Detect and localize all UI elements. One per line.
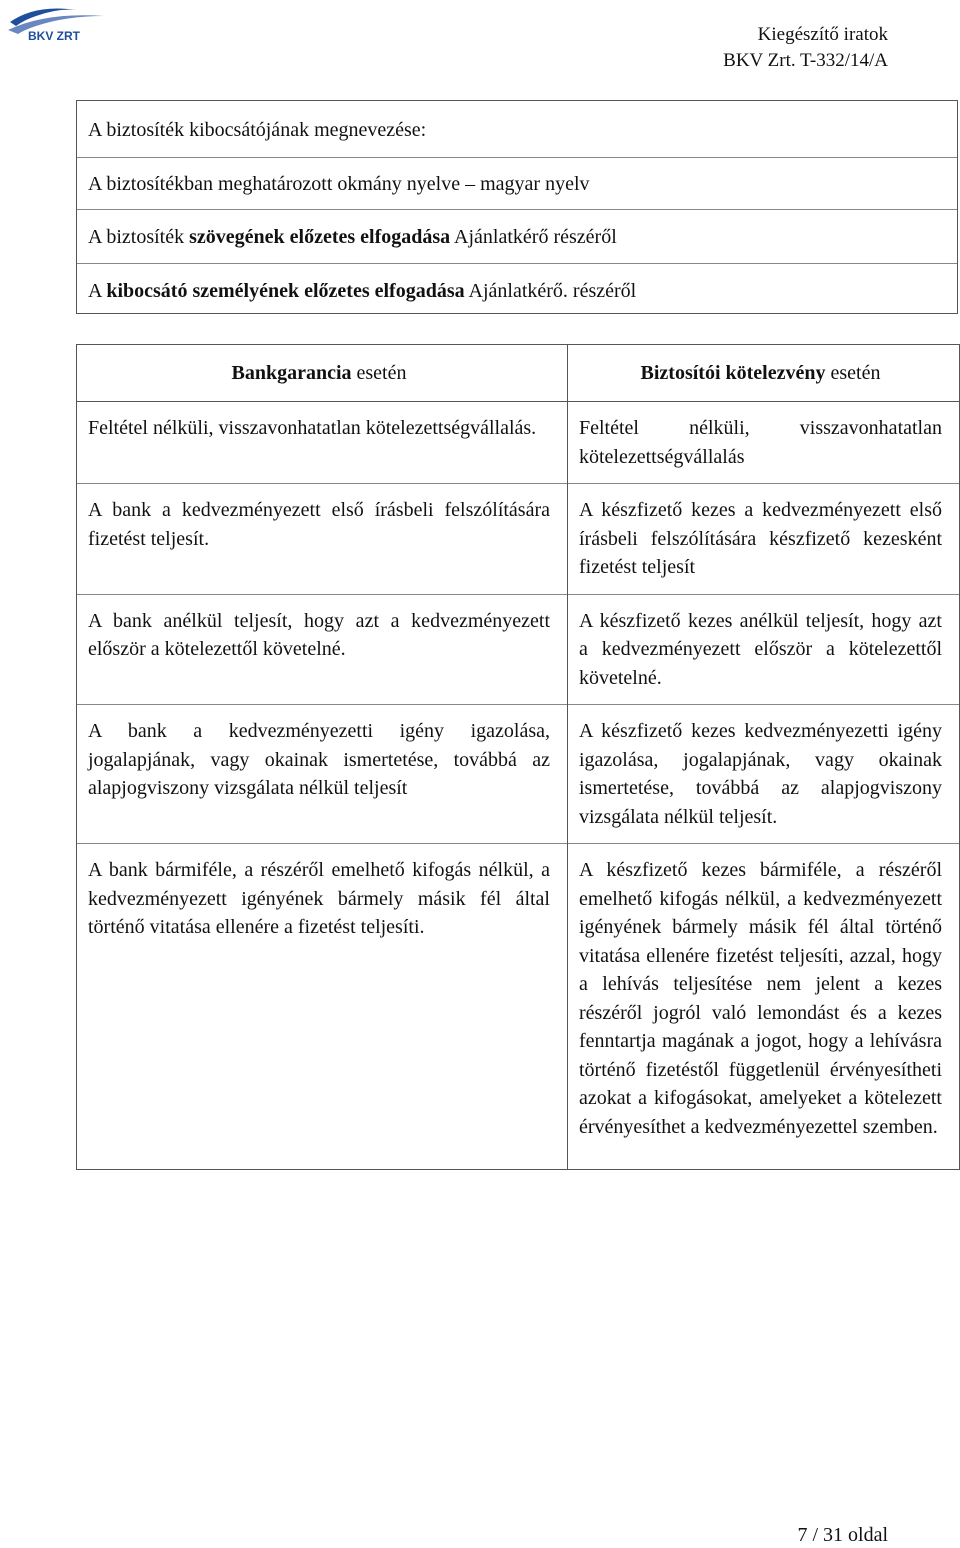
logo-text: BKV ZRT: [28, 29, 80, 43]
cell-right: Feltétel nélküli, visszavonhatatlan kötelezettségvállalás: [579, 417, 942, 468]
cell-right: A készfizető kezes anélkül teljesít, hogy azt a kedvezményezett először a kötelezettől követelné.: [579, 609, 942, 689]
table-row: [77, 402, 960, 484]
cell-right: A készfizető kezes a kedvezményezett első írásbeli felszólítására készfizető kezesként fizetést teljesít: [579, 499, 942, 578]
cell-right: A készfizető kezes bármiféle, a részéről emelhető kifogás nélkül, a kedvezményezett igényének bármely másik fél által történő vitatása ellenére fizetést teljesíti, azzal, hogy a lehívás teljesítése nem jelent a kezes részéről jogról való lemondást és a kezes fenntartja magának a jogot, hogy a lehívásra történő fizetéstől függetlenül érvényesítheti azokat a kifogásokat, amelyeket a kötelezett érvényesíthet a kedvezményezettel szemben.: [579, 859, 942, 1138]
table-header-row: [77, 345, 960, 402]
cell-left: A bank a kedvezményezetti igény igazolása, jogalapjának, vagy okainak ismertetése, továbbá az alapjogviszony vizsgálata nélkül teljesít: [88, 720, 550, 799]
table-row: [77, 594, 960, 705]
table-row: [77, 705, 960, 844]
document-header: [723, 22, 888, 74]
bkv-logo: [6, 2, 110, 44]
comparison-table: [76, 344, 960, 1170]
table-row: [77, 484, 960, 595]
doc-type: Kiegészítő iratok: [757, 24, 888, 45]
cell-right: A készfizető kezes kedvezményezetti igény igazolása, jogalapjának, vagy okainak ismertetése, továbbá az alapjogviszony vizsgálata nélkül teljesít.: [579, 720, 942, 828]
col-bank-guarantee-header: Bankgarancia esetén: [77, 345, 568, 402]
doc-reference: BKV Zrt. T-332/14/A: [723, 50, 888, 71]
table-row: [77, 844, 960, 1170]
cell-left: A bank bármiféle, a részéről emelhető kifogás nélkül, a kedvezményezett igényének bármely másik fél által történő vitatása ellenére a fizetést teljesíti.: [88, 859, 550, 938]
cell-left: Feltétel nélküli, visszavonhatatlan kötelezettségvállalás.: [88, 417, 537, 439]
cell-left: A bank a kedvezményezett első írásbeli felszólítására fizetést teljesít.: [88, 499, 550, 550]
cell-left: A bank anélkül teljesít, hogy azt a kedvezményezett először a kötelezettől követelné.: [88, 609, 550, 660]
guarantee-info-box: A biztosíték kibocsátójának megnevezése: A biztosítékban meghatározott okmány nyelve – magyar nyelv A biztosíték szövegének előzetes elfogadása Ajánlatkérő részéről A kibocsátó személyének előzetes elfogadása Ajánlatkérő. részéről: [76, 100, 958, 314]
col-insurance-bond-header: Biztosítói kötelezvény esetén: [568, 345, 960, 402]
page-number: 7 / 31 oldal: [797, 1524, 888, 1546]
